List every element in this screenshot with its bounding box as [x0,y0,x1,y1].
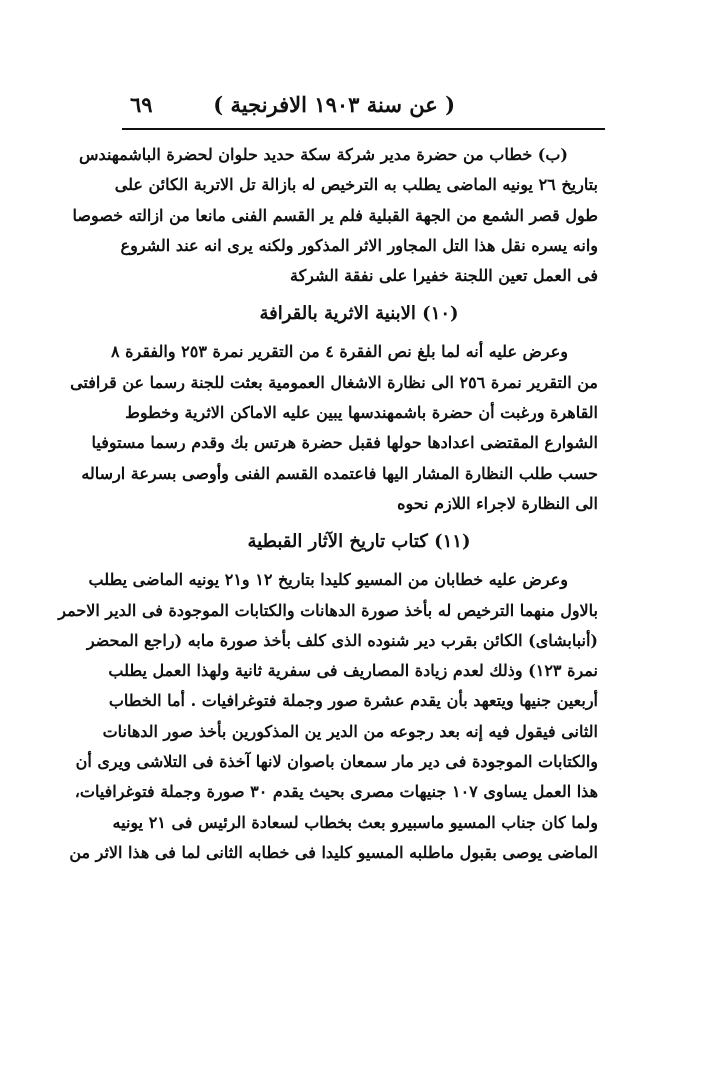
text-line: ولما كان جناب المسيو ماسبيرو بعث بخطاب لسعادة الرئيس فى ٢١ يونيه [112,812,598,832]
text-line: الى النظارة لاجراء اللازم نحوه [397,493,598,513]
text-line: الماضى يوصى بقبول ماطلبه المسيو كليدا فى خطابه الثانى لما فى هذا الاثر من [69,842,598,862]
text-line: طول قصر الشمع من الجهة القبلية فلم ير القسم الفنى مانعا من ازالته خصوصا [72,205,598,225]
text-line: والكتابات الموجودة فى دير مار سمعان باصوان لانها آخذة فى التلاشى ويرى أن [75,752,598,772]
text-line: (أنبابشاى) الكائن بقرب دير شنوده الذى كلف بأخذ صورة مابه (راجع المحضر [86,630,598,650]
text-line: نمرة ١٢٣) وذلك لعدم زيادة المصاريف فى سفرية ثانية ولهذا العمل يطلب [108,661,598,681]
section-10-body [70,337,598,519]
section-10-heading: (١٠) الابنية الاثرية بالقرافة [259,303,459,325]
text-line: وعرض عليه خطابان من المسيو كليدا بتاريخ ١٢ و٢١ يونيه الماضى يطلب [88,570,568,590]
text-line: (ب) خطاب من حضرة مدير شركة سكة حديد حلوان لحضرة الباشمهندس [79,145,568,164]
page-header [122,88,605,130]
text-line: فى العمل تعين اللجنة خفيرا على نفقة الشركة [289,266,598,286]
text-line: بالاول منهما الترخيص له بأخذ صورة الدهانات والكتابات الموجودة فى الدير الاحمر [58,600,598,620]
page-number: ٦٩ [130,92,153,117]
header-title: ( عن سنة ١٩٠٣ الافرنجية ) [213,92,455,117]
text-line: القاهرة ورغبت أن حضرة باشمهندسها يبين عليه الاماكن الاثرية وخطوط [125,403,598,423]
text-line: أربعين جنيها ويتعهد بأن يقدم عشرة صور وجملة فتوغرافيات . أما الخطاب [108,691,598,711]
text-line: الثانى فيقول فيه إنه بعد رجوعه من الدير ين المذكورين بأخذ صور الدهانات [102,721,598,741]
text-line: وانه يسره نقل هذا التل المجاور الاثر المذكور ولكنه يرى انه عند الشروع [120,235,598,255]
text-line: بتاريخ ٢٦ يونيه الماضى يطلب به الترخيص له بازالة تل الاتربة الكائن على [114,175,598,195]
text-line: حسب طلب النظارة المشار اليها فاعتمده القسم الفنى وأوصى بسرعة ارساله [81,463,598,483]
text-line: الشوارع المقتضى اعدادها حولها فقبل حضرة هرتس بك وقدم رسما مستوفيا [91,433,598,453]
paragraph-b [72,140,598,291]
body-text [58,140,598,868]
text-line: من التقرير نمرة ٢٥٦ الى نظارة الاشغال العمومية بعثت للجنة رسما عن قرافتى [70,372,598,392]
section-11-body [58,565,598,868]
section-11-heading: (١١) كتاب تاريخ الآثار القبطية [247,531,471,553]
text-line: هذا العمل يساوى ١٠٧ جنيهات مصرى بحيث يقدم ٣٠ صورة وجملة فتوغرافيات، [74,782,598,802]
text-line: وعرض عليه أنه لما بلغ نص الفقرة ٤ من التقرير نمرة ٢٥٣ والفقرة ٨ [110,342,568,362]
